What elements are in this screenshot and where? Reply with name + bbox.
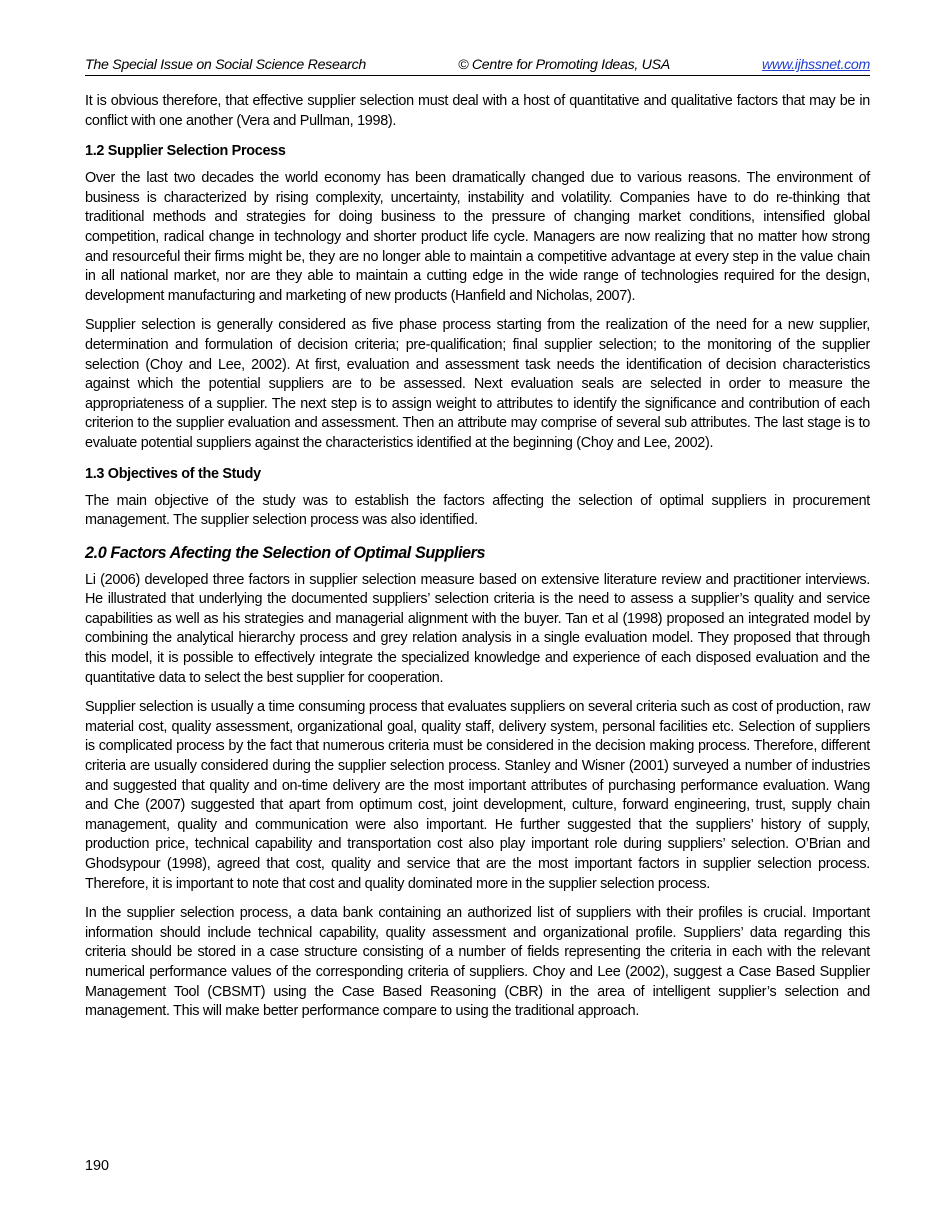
running-header [85, 56, 870, 76]
section-heading-1-3: 1.3 Objectives of the Study [85, 465, 261, 482]
journal-title: The Special Issue on Social Science Research [85, 57, 366, 73]
paragraph: The main objective of the study was to establish the factors affecting the selection of optimal suppliers in procurement management. The supplier selection process was also identified. [85, 492, 870, 529]
section-heading-1-2: 1.2 Supplier Selection Process [85, 143, 286, 160]
paragraph: Over the last two decades the world economy has been dramatically changed due to various reasons. The environment of business is characterized by rising complexity, uncertainty, instability and volatility. Companies have to do re-thinking that traditional methods and strategies for doing business to the pressure of changing market conditions, intensified global competition, radical change in technology and shorter product life cycle. Managers are now realizing that no matter how strong and resourceful their firms might be, they are no longer able to maintain a competitive advantage at every step in the value chain in all national market, nor are they able to maintain a cutting edge in the wide range of technologies required for the design, development manufacturing and marketing of new products (Hanfield and Nicholas, 2007). [85, 170, 870, 304]
section-heading-2-0: 2.0 Factors Afecting the Selection of Optimal Suppliers [85, 543, 486, 562]
paragraph: Supplier selection is generally considered as five phase process starting from the realization of the need for a new supplier, determination and formulation of decision criteria; pre-qualification; final supplier selection; to the monitoring of the supplier selection (Choy and Lee, 2002). At first, evaluation and assessment task needs the identification of decision characteristics against which the potential suppliers are to be assessed. Next evaluation seals are selected in order to measure the appropriateness of a supplier. The next step is to assign weight to attributes to identify the significance and contribution of each criterion to the supplier evaluation and assessment. Then an attribute may comprise of several sub attributes. The last stage is to evaluate potential suppliers against the characteristics identified at the beginning (Choy and Lee, 2002). [85, 317, 870, 451]
paragraph: Li (2006) developed three factors in supplier selection measure based on extensive literature review and practitioner interviews. He illustrated that underlying the documented suppliers’ selection criteria is the need to assess a supplier’s quality and service capabilities as well as his strategies and managerial alignment with the buyer. Tan et al (1998) proposed an integrated model by combining the analytical hierarchy process and grey relation analysis in a single evaluation model. They proposed that through this model, it is possible to effectively integrate the specialized knowledge and experience of each disposed evaluation and the quantitative data to select the best supplier for cooperation. [85, 571, 870, 686]
page [85, 56, 870, 1032]
copyright-notice: © Centre for Promoting Ideas, USA [458, 57, 670, 73]
paragraph: Supplier selection is usually a time consuming process that evaluates suppliers on several criteria such as cost of production, raw material cost, quality assessment, organizational goal, quality staff, delivery system, personal facilities etc. Selection of suppliers is complicated process by the fact that numerous criteria must be considered in the decision making process. Therefore, different criteria are usually considered during the supplier selection process. Stanley and Wisner (2001) surveyed a number of industries and suggested that quality and on-time delivery are the most important attributes of purchasing performance evaluation. Wang and Che (2007) suggested that apart from optimum cost, joint development, culture, forward engineering, trust, supply chain management, quality and communication were also important. He further suggested that the suppliers’ history of supply, production price, technical capability and transportation cost also play important role during suppliers’ selection. O’Brian and Ghodsypour (1998), agreed that cost, quality and service that are the most important factors in supplier selection process. Therefore, it is important to note that cost and quality dominated more in the supplier selection process. [85, 699, 870, 892]
page-number: 190 [85, 1158, 110, 1174]
paragraph: In the supplier selection process, a data bank containing an authorized list of suppliers with their profiles is crucial. Important information should include technical capability, quality assessment and organizational profile. Suppliers’ data regarding this criteria should be stored in a case structure consisting of a number of fields representing the criteria in each with the relevant numerical performance values of the corresponding criteria of suppliers. Choy and Lee (2002), suggest a Case Based Supplier Management Tool (CBSMT) using the Case Based Reasoning (CBR) in the area of intelligent supplier’s selection and management. This will make better performance compare to using the traditional approach. [85, 905, 870, 1020]
intro-paragraph: It is obvious therefore, that effective supplier selection must deal with a host of quantitative and qualitative factors that may be in conflict with one another (Vera and Pullman, 1998). [85, 93, 870, 129]
website-link[interactable]: www.ijhssnet.com [762, 57, 870, 73]
